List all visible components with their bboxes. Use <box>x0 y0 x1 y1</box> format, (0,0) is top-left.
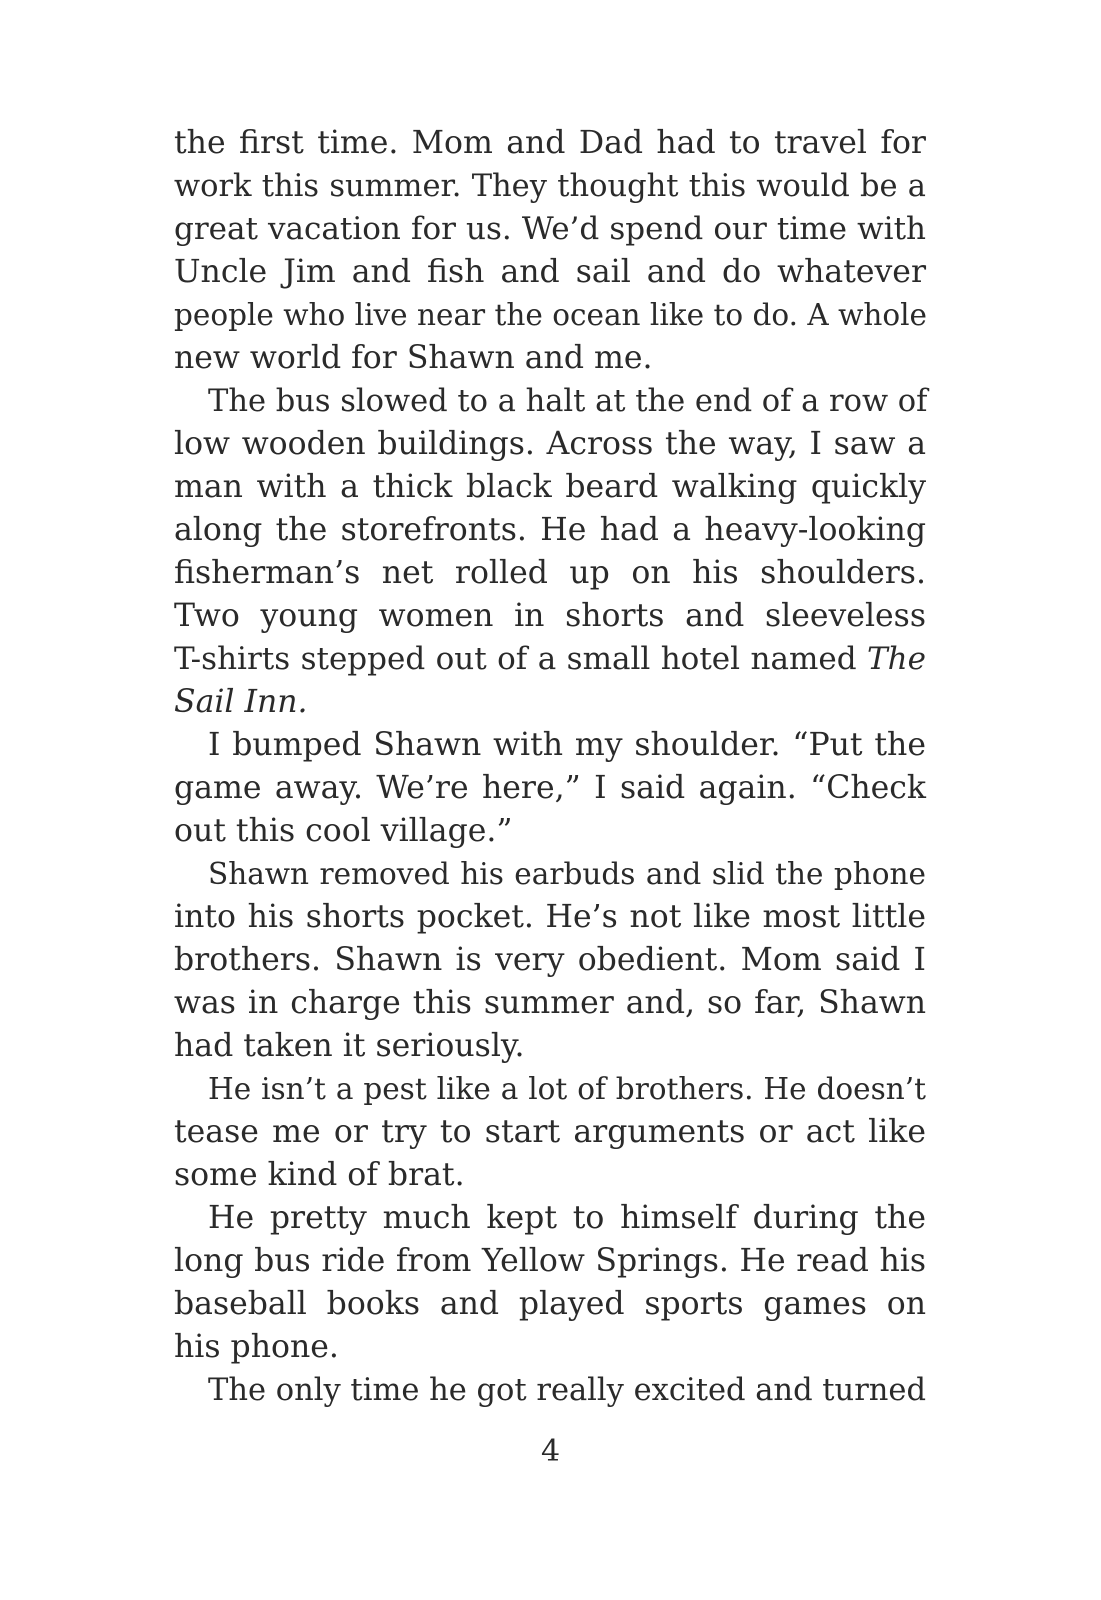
line-text: The only time he got really excited and turned <box>208 1373 926 1408</box>
text-line <box>174 939 926 982</box>
text-line <box>174 982 926 1025</box>
line-text: fisherman’s net rolled up on his shoulders. <box>174 555 926 591</box>
text-line <box>174 681 926 724</box>
text-line <box>174 1025 926 1068</box>
line-text: game away. We’re here,” I said again. “Check <box>174 770 926 806</box>
text-line <box>174 552 926 595</box>
line-text: people who live near the ocean like to do. A whole <box>174 298 927 332</box>
line-text: tease me or try to start arguments or act like <box>174 1114 926 1150</box>
line-text: Uncle Jim and fish and sail and do whatever <box>174 254 926 290</box>
text-line <box>174 1369 926 1412</box>
text-line <box>174 1154 926 1197</box>
page-number: 4 <box>540 1434 561 1469</box>
line-text: brothers. Shawn is very obedient. Mom said I <box>174 942 926 978</box>
line-text: the first time. Mom and Dad had to travel for <box>174 125 926 161</box>
body-text <box>174 122 926 1412</box>
text-line <box>174 509 926 552</box>
text-line <box>174 1240 926 1283</box>
line-text: out this cool village.” <box>174 813 513 849</box>
italic-title: Sail Inn. <box>174 684 308 720</box>
line-text: low wooden buildings. Across the way, I saw a <box>174 426 926 462</box>
text-line <box>174 1283 926 1326</box>
line-text: I bumped Shawn with my shoulder. “Put the <box>208 727 926 763</box>
text-line <box>174 724 926 767</box>
text-line <box>174 853 926 896</box>
line-text: work this summer. They thought this would be a <box>174 169 926 204</box>
line-text: some kind of brat. <box>174 1157 465 1193</box>
text-line <box>174 208 926 251</box>
line-text: The bus slowed to a halt at the end of a row of <box>208 384 928 419</box>
line-text: He isn’t a pest like a lot of brothers. He doesn’t <box>208 1072 926 1106</box>
line-text: had taken it seriously. <box>174 1028 525 1064</box>
line-text: great vacation for us. We’d spend our time with <box>174 211 926 247</box>
text-line <box>174 423 926 466</box>
line-text: Shawn removed his earbuds and slid the phone <box>208 857 926 891</box>
text-line <box>174 251 926 294</box>
text-line <box>174 1111 926 1154</box>
text-line <box>174 810 926 853</box>
text-line <box>174 767 926 810</box>
line-text: along the storefronts. He had a heavy-looking <box>174 512 926 548</box>
text-line <box>174 1197 926 1240</box>
text-line <box>174 1068 926 1111</box>
line-text: long bus ride from Yellow Springs. He read his <box>174 1243 926 1279</box>
line-text: new world for Shawn and me. <box>174 340 653 376</box>
italic-title: The <box>867 641 926 677</box>
text-line <box>174 337 926 380</box>
line-text: man with a thick black beard walking quickly <box>174 469 926 505</box>
text-line <box>174 122 926 165</box>
line-text: baseball books and played sports games on <box>174 1286 926 1322</box>
text-line <box>174 380 926 423</box>
line-text: his phone. <box>174 1329 339 1365</box>
line-text: T-shirts stepped out of a small hotel named <box>174 641 857 677</box>
text-line <box>174 896 926 939</box>
line-text: was in charge this summer and, so far, Shawn <box>174 985 926 1021</box>
text-line <box>174 595 926 638</box>
text-line <box>174 165 926 208</box>
text-line <box>174 294 926 337</box>
line-text: He pretty much kept to himself during the <box>208 1200 926 1236</box>
line-text: into his shorts pocket. He’s not like most little <box>174 899 926 935</box>
text-line <box>174 1326 926 1369</box>
text-line <box>174 638 926 681</box>
line-text: Two young women in shorts and sleeveless <box>174 598 926 634</box>
text-line <box>174 466 926 509</box>
